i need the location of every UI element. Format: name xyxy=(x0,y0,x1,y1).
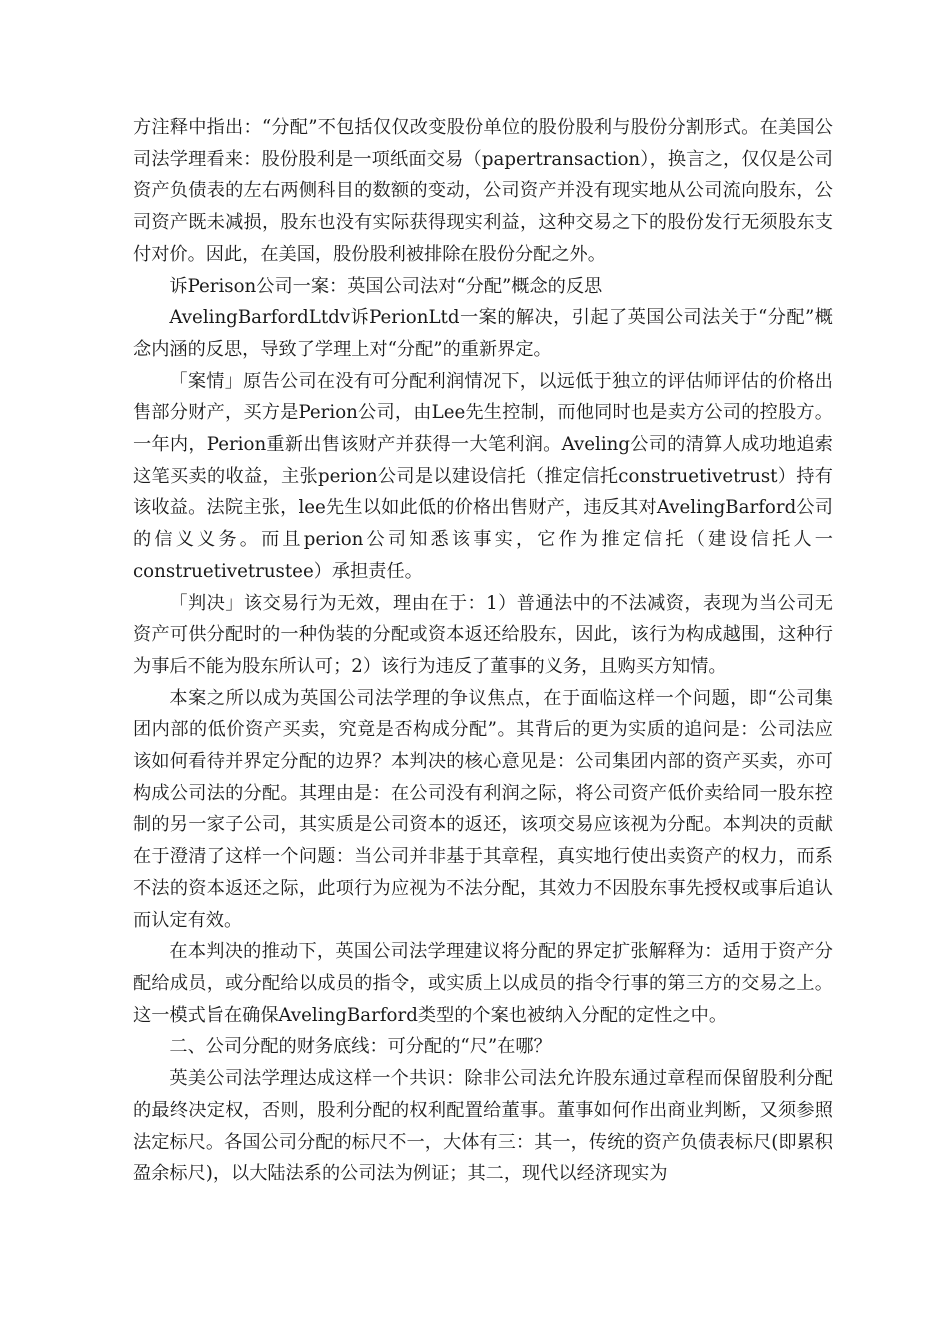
paragraph-case-intro: AvelingBarfordLtdv诉PerionLtd一案的解决，引起了英国公司法关于“分配”概念内涵的反思，导致了学理上对“分配”的重新界定。 xyxy=(133,307,833,360)
paragraph-analysis: 本案之所以成为英国公司法学理的争议焦点，在于面临这样一个问题，即“公司集团内部的低价资产买卖，究竟是否构成分配”。其背后的更为实质的追问是：公司法应该如何看待并界定分配的边界？本判决的核心意见是：公司集团内部的资产买卖，亦可构成公司法的分配。其理由是：在公司没有利润之际，将公司资产低价卖给同一股东控制的另一家子公司，其实质是公司资本的返还，该项交易应该视为分配。本判决的贡献在于澄清了这样一个问题：当公司并非基于其章程，真实地行使出卖资产的权力，而系不法的资本返还之际，此项行为应视为不法分配，其效力不因股东事先授权或事后追认而认定有效。 xyxy=(133,687,833,931)
section-heading-perison-case: 诉Perison公司一案：英国公司法对“分配”概念的反思 xyxy=(169,275,603,297)
paragraph-continuation: 方注释中指出：“分配”不包括仅仅改变股份单位的股份股利与股份分割形式。在美国公司法学理看来：股份股利是一项纸面交易（papertransaction），换言之，仅仅是公司资产负债表的左右两侧科目的数额的变动，公司资产并没有现实地从公司流向股东，公司资产既未减损，股东也没有实际获得现实利益，这种交易之下的股份发行无须股东支付对价。因此，在美国，股份股利被排除在股份分配之外。 xyxy=(133,117,833,265)
paragraph-consensus: 英美公司法学理达成这样一个共识：除非公司法允许股东通过章程而保留股利分配的最终决定权，否则，股利分配的权利配置给董事。董事如何作出商业判断，又须参照法定标尺。各国公司分配的标尺不一，大体有三：其一，传统的资产负债表标尺(即累积盈余标尺)，以大陆法系的公司法为例证；其二，现代以经济现实为 xyxy=(133,1068,833,1185)
section-heading-financial-baseline: 二、公司分配的财务底线：可分配的“尺”在哪？ xyxy=(169,1036,552,1058)
paragraph-judgment: 「判决」该交易行为无效，理由在于：1）普通法中的不法减资，表现为当公司无资产可供分配时的一种伪装的分配或资本返还给股东，因此，该行为构成越围，这种行为事后不能为股东所认可；2）该行为违反了董事的义务，且购买方知情。 xyxy=(133,592,833,677)
paragraph-reform: 在本判决的推动下，英国公司法学理建议将分配的界定扩张解释为：适用于资产分配给成员，或分配给以成员的指令，或实质上以成员的指令行事的第三方的交易之上。这一模式旨在确保AvelingBarford类型的个案也被纳入分配的定性之中。 xyxy=(133,941,833,1026)
paragraph-case-facts: 「案情」原告公司在没有可分配利润情况下，以远低于独立的评估师评估的价格出售部分财产，买方是Perion公司，由Lee先生控制，而他同时也是卖方公司的控股方。一年内，Perion重新出售该财产并获得一大笔利润。Aveling公司的清算人成功地追索这笔买卖的收益，主张perion公司是以建设信托（推定信托construetivetrust）持有该收益。法院主张，lee先生以如此低的价格出售财产，违反其对AvelingBarford公司的信义义务。而且perion公司知悉该事实，它作为推定信托（建设信托人一construetivetrustee）承担责任。 xyxy=(133,370,833,582)
document-page xyxy=(133,112,833,1190)
